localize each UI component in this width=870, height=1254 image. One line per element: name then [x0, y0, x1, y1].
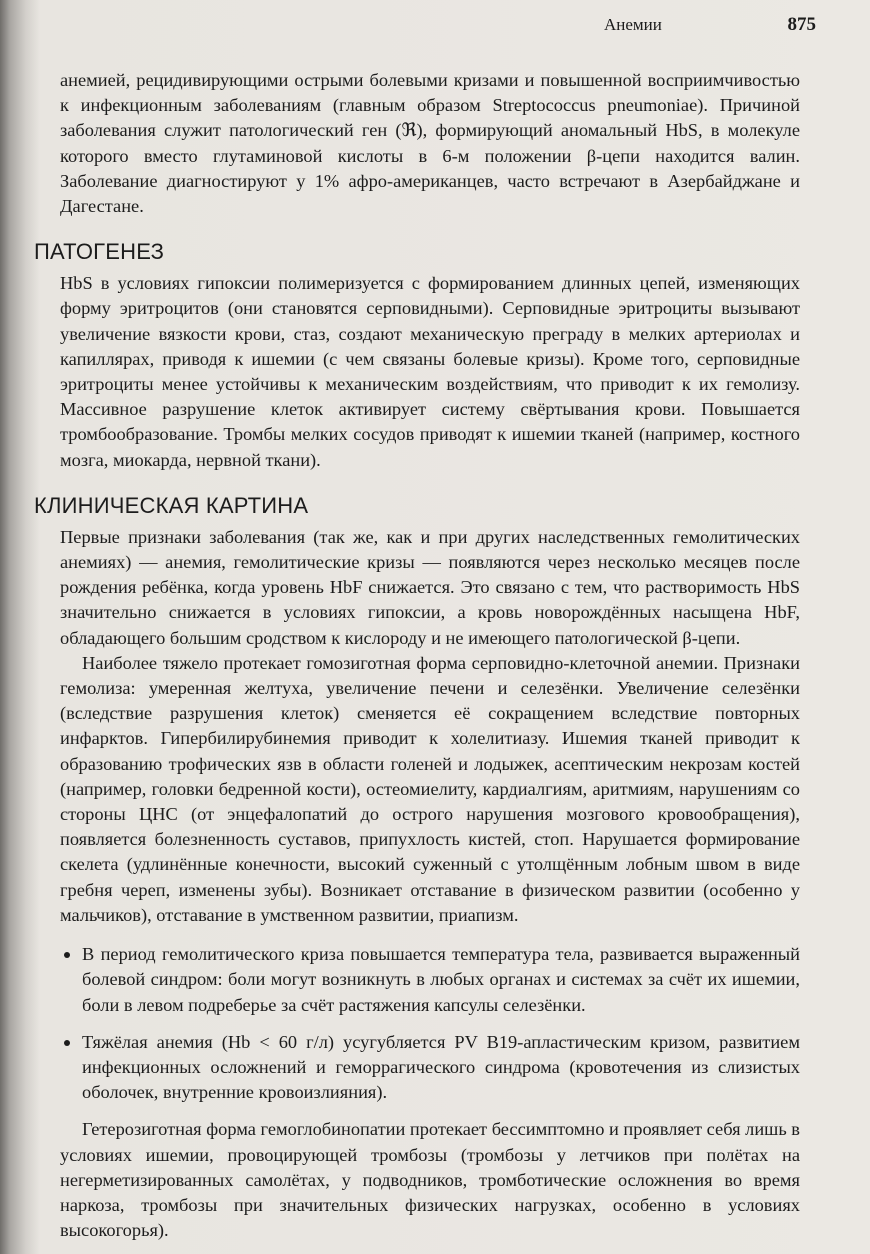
main-text	[34, 68, 800, 1243]
heading-pathogenesis: ПАТОГЕНЕЗ	[34, 239, 165, 265]
list-item-text: В период гемолитического криза повышается температура тела, развивается выраженный болевой синдром: боли могут возникнуть в любых органах и системах за счёт их ишемии, боли в левом подреберье за счёт растяжения капсулы селезёнки.	[82, 944, 800, 1015]
clinical-paragraph-1: Первые признаки заболевания (так же, как и при других наследственных гемолитических анемиях) — анемия, гемолитические кризы — появляются через несколько месяцев после рождения ребёнка, когда уровень HbF снижается. Это связано с тем, что растворимость HbS значительно снижается в условиях гипоксии, а кровь новорождённых насыщена HbF, обладающего большим сродством к кислороду и не имеющего патологической β-цепи.	[60, 526, 800, 648]
pathogenesis-paragraph: HbS в условиях гипоксии полимеризуется с формированием длинных цепей, изменяющих форму эритроцитов (они становятся серповидными). Серповидные эритроциты вызывают увеличение вязкости крови, стаз, создают механическую преграду в мелких артериолах и капиллярах, приводя к ишемии (с чем связаны болевые кризы). Кроме того, серповидные эритроциты менее устойчивы к механическим воздействиям, что приводит к их гемолизу. Массивное разрушение клеток активирует систему свёртывания крови. Повышается тромбообразование. Тромбы мелких сосудов приводят к ишемии тканей (например, костного мозга, миокарда, нервной ткани).	[60, 273, 800, 470]
intro-paragraph: анемией, рецидивирующими острыми болевыми кризами и повышенной восприимчивостью к инфекционным заболеваниям (главным образом Streptococcus pneumoniae). Причиной заболевания служит патологический ген (ℜ), формирующий аномальный HbS, в молекуле которого вместо глутаминовой кислоты в 6-м положении β-цепи находится валин. Заболевание диагностируют у 1% афро-американцев, часто встречают в Азербайджане и Дагестане.	[60, 70, 800, 217]
heading-clinical-picture: КЛИНИЧЕСКАЯ КАРТИНА	[34, 492, 309, 518]
clinical-paragraph-2: Наиболее тяжело протекает гомозиготная форма серповидно-клеточной анемии. Признаки гемолиза: умеренная желтуха, увеличение печени и селезёнки. Увеличение селезёнки (вследствие разрушения клеток) сменяется её сокращением вследствие повторных инфарктов. Гипербилирубинемия приводит к холелитиазу. Ишемия тканей приводит к образованию трофических язв в области голеней и лодыжек, асептическим некрозам костей (например, головки бедренной кости), остеомиелиту, кардиалгиям, аритмиям, нарушениям со стороны ЦНС (от энцефалопатий до острого нарушения мозгового кровообращения), появляется болезненность суставов, припухлость кистей, стоп. Нарушается формирование скелета (удлинённые конечности, высокий суженный с утолщённым лобным швом в виде гребня череп, изменены зубы). Возникает отставание в физическом развитии (особенно у мальчиков), отставание в умственном развитии, приапизм.	[60, 652, 800, 925]
symptom-list	[60, 942, 800, 1105]
list-item	[60, 942, 800, 1018]
bullet-icon	[64, 1040, 70, 1046]
bullet-icon	[64, 952, 70, 958]
running-header	[604, 14, 816, 44]
header-section-title: Анемии	[604, 15, 662, 34]
page-number: 875	[787, 14, 816, 35]
list-item	[60, 1030, 800, 1106]
final-paragraph: Гетерозиготная форма гемоглобинопатии протекает бессимптомно и проявляет себя лишь в условиях ишемии, провоцирующей тромбозы (тромбозы у летчиков при полётах на негерметизированных самолётах, у подводников, тромботические осложнения во время наркоза, тромбозы при значительных физических нагрузках, особенно в условиях высокогорья).	[60, 1119, 800, 1241]
list-item-text: Тяжёлая анемия (Hb < 60 г/л) усугубляется PV B19-апластическим кризом, развитием инфекционных осложнений и геморрагического синдрома (кровотечения из слизистых оболочек, внутренние кровоизлияния).	[82, 1031, 800, 1103]
